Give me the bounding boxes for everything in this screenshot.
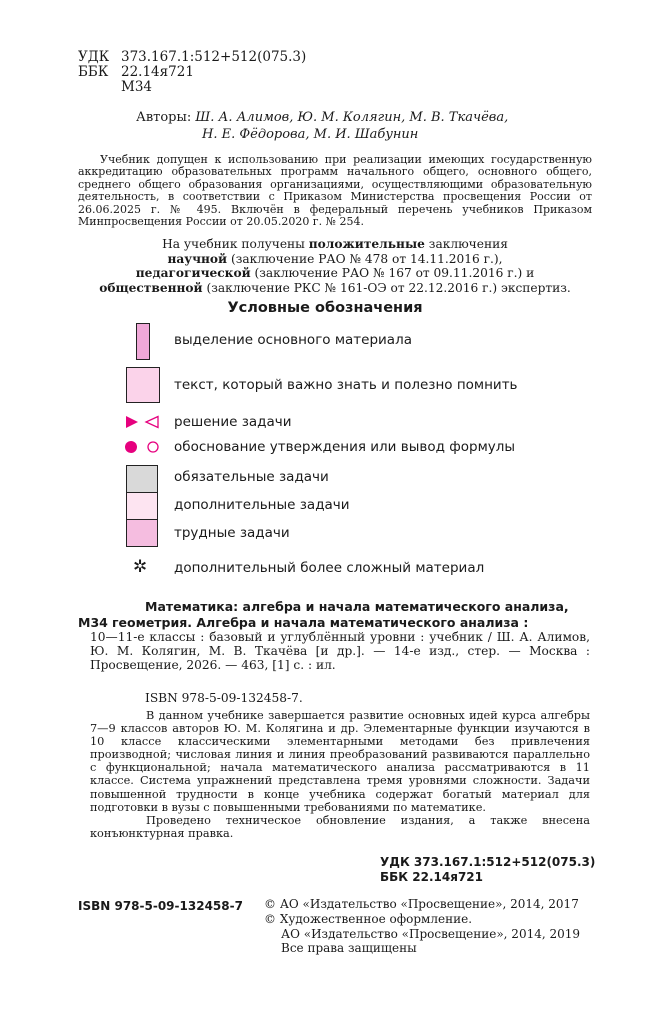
approval-text: Учебник допущен к использованию при реализации имеющих государственную аккредитацию образовательных программ начального общего, основного общего, среднего общего образования организациями, осуществляющими образовательную деятельность, в соответствии с Приказом Министерства просвещения России от 26.06.2025 г. № 495. Включён в федеральный перечень учебников Приказом Минпросвещения России от 20.05.2020 г. № 254. <box>78 153 592 229</box>
catalog-isbn: ISBN 978-5-09-132458-7. <box>145 691 303 705</box>
header-block <box>78 50 306 95</box>
triangle-right-filled-icon <box>126 416 138 428</box>
additional-box <box>126 492 158 520</box>
legend-item-4: обоснование утверждения или вывод формулы <box>174 439 516 455</box>
asterisk-icon: ✲ <box>133 557 148 577</box>
footer-isbn: ISBN 978-5-09-132458-7 <box>78 899 243 913</box>
book-code: М34 <box>121 79 153 95</box>
bbk-row <box>78 65 306 80</box>
copyright-line-1: © АО «Издательство «Просвещение», 2014, 2017 <box>264 897 579 911</box>
legend-item-8: дополнительный более сложный материал <box>174 560 485 576</box>
legend-item-6: дополнительные задачи <box>174 497 350 513</box>
reviews-bold: положительные <box>308 237 425 251</box>
legend-item-3: решение задачи <box>174 414 292 430</box>
reviews-text: На учебник получены <box>162 237 309 251</box>
reviews-text: (заключение РКС № 161-ОЭ от 22.12.2016 г.) экспертиз. <box>202 280 571 295</box>
legend-title: Условные обозначения <box>227 300 423 316</box>
udk-classification: УДК 373.167.1:512+512(075.3) <box>380 855 596 869</box>
authors-block <box>136 109 508 143</box>
bbk-label: ББК <box>78 64 109 80</box>
legend-item-1: выделение основного материала <box>174 332 412 348</box>
proof-markers <box>123 439 163 455</box>
reviews-block <box>78 237 592 295</box>
hard-box <box>126 519 158 547</box>
reviews-text: заключения <box>424 237 508 251</box>
copyright-line-2: © Художественное оформление. <box>264 911 473 926</box>
abstract-paragraph-2: Проведено техническое обновление издания, а также внесена конъюнктурная правка. <box>90 813 590 840</box>
authors-line-2: Н. Е. Фёдорова, М. И. Шабунин <box>202 127 419 142</box>
circle-filled-icon <box>125 441 137 453</box>
authors-label: Авторы: <box>136 110 192 125</box>
mandatory-box <box>126 465 158 493</box>
catalog-code: М34 <box>78 615 108 630</box>
highlight-marker <box>136 323 150 360</box>
udk-row <box>78 50 306 65</box>
reviews-bold: общественной <box>99 280 203 295</box>
reviews-bold: научной <box>167 251 228 266</box>
copyright-block <box>264 897 580 956</box>
code-row <box>78 80 306 95</box>
copyright-line-4: Все права защищены <box>281 941 417 956</box>
triangle-left-outline-icon <box>146 417 158 428</box>
classification-block <box>380 855 595 885</box>
abstract-paragraph-1: В данном учебнике завершается развитие основных идей курса алгебры 7—9 классов авторов Ю. М. Колягина и др. Элементарные функции изучаются в 10 классе классическими элементарными методами без привлечения производной; числовая линия и линия преобразований развиваются параллельно с функциональной; начала математического анализа рассматриваются в 11 классе. Система упражнений представлена тремя уровнями сложности. Задачи повышенной трудности в конце учебника содержат богатый материал для подготовки в вузы с повышенными требованиями по математике. <box>90 709 590 814</box>
authors-line-1: Ш. А. Алимов, Ю. М. Колягин, М. В. Ткачёва, <box>195 110 509 125</box>
circle-outline-icon <box>148 442 158 452</box>
reviews-text: (заключение РАО № 167 от 09.11.2016 г.) и <box>250 266 535 281</box>
bbk-classification: ББК 22.14я721 <box>380 870 483 884</box>
udk-value: 373.167.1:512+512(075.3) <box>121 49 307 65</box>
catalog-description: 10—11-е классы : базовый и углублённый уровни : учебник / Ш. А. Алимов, Ю. М. Колягин, М. В. Ткачёва [и др.]. — 14-е изд., стер. — Москва : Просвещение, 2026. — 463, [1] с. : ил. <box>90 630 590 673</box>
legend-item-2: текст, который важно знать и полезно помнить <box>174 377 518 393</box>
udk-label: УДК <box>78 49 110 65</box>
legend-item-7: трудные задачи <box>174 525 290 541</box>
abstract <box>90 709 590 840</box>
reviews-text: (заключение РАО № 478 от 14.11.2016 г.), <box>227 251 503 266</box>
reviews-bold: педагогической <box>135 266 251 281</box>
catalog-title-line-1: Математика: алгебра и начала математического анализа, <box>145 599 569 614</box>
copyright-line-3: АО «Издательство «Просвещение», 2014, 2019 <box>281 926 581 941</box>
solution-markers <box>124 414 164 430</box>
legend-item-5: обязательные задачи <box>174 469 329 485</box>
remember-box <box>126 367 160 403</box>
bbk-value: 22.14я721 <box>121 64 194 80</box>
catalog-title-line-2: геометрия. Алгебра и начала математического анализа : <box>112 615 529 630</box>
